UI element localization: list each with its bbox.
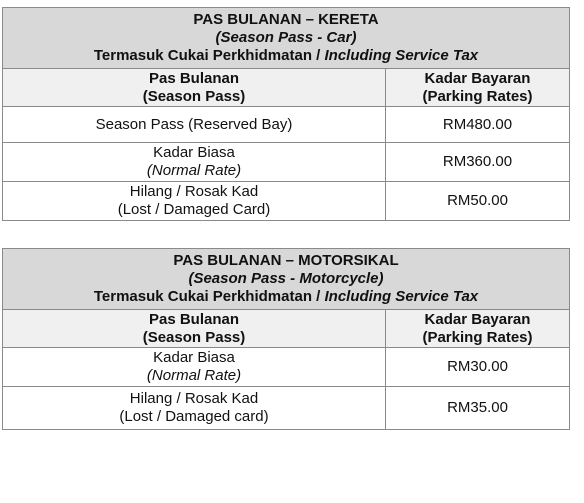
motorcycle-row-label-en: (Lost / Damaged card)	[119, 408, 269, 425]
car-header-parking-rates	[386, 69, 570, 107]
car-row-label-ms: Hilang / Rosak Kad	[129, 183, 259, 200]
motorcycle-row-rate: RM35.00	[386, 387, 570, 430]
car-header-season-pass	[3, 69, 386, 107]
motorcycle-header-row	[3, 310, 570, 348]
car-subtitle: (Season Pass - Car)	[215, 29, 357, 46]
table-row	[3, 143, 570, 182]
car-row-label-ms: Season Pass (Reserved Bay)	[95, 115, 293, 133]
car-header-col2-ms: Kadar Bayaran	[424, 69, 531, 87]
car-row-rate: RM360.00	[386, 143, 570, 182]
motorcycle-season-pass-table	[2, 248, 570, 430]
motorcycle-row-label	[3, 348, 386, 387]
motorcycle-title-row	[3, 249, 570, 310]
table-row	[3, 387, 570, 430]
table-row	[3, 182, 570, 221]
car-row-label	[3, 143, 386, 182]
car-season-pass-table	[2, 7, 570, 221]
car-row-label	[3, 107, 386, 143]
motorcycle-header-parking-rates	[386, 310, 570, 348]
table-row	[3, 348, 570, 387]
motorcycle-header-season-pass	[3, 310, 386, 348]
car-row-label-en: (Lost / Damaged Card)	[117, 201, 271, 218]
motorcycle-title-cell	[3, 249, 570, 310]
motorcycle-tax-note-ms: Termasuk Cukai Perkhidmatan /	[93, 288, 325, 305]
car-header-row	[3, 69, 570, 107]
car-tax-note-en: Including Service Tax	[324, 47, 479, 64]
car-header-col1-en: (Season Pass)	[142, 87, 246, 105]
motorcycle-header-col1-ms: Pas Bulanan	[148, 310, 240, 328]
motorcycle-row-rate: RM30.00	[386, 348, 570, 387]
motorcycle-row-label-en: (Normal Rate)	[146, 367, 242, 384]
car-title-cell	[3, 8, 570, 69]
motorcycle-row-label-ms: Kadar Biasa	[153, 349, 235, 366]
car-tax-note-ms: Termasuk Cukai Perkhidmatan /	[93, 47, 325, 64]
car-row-rate: RM50.00	[386, 182, 570, 221]
car-title: PAS BULANAN – KERETA	[193, 11, 379, 28]
motorcycle-tax-note	[7, 288, 565, 306]
car-tax-note	[7, 47, 565, 65]
car-row-label-ms: Kadar Biasa	[153, 144, 235, 161]
motorcycle-row-label	[3, 387, 386, 430]
car-row-label	[3, 182, 386, 221]
car-header-col2-en: (Parking Rates)	[422, 87, 533, 105]
motorcycle-subtitle: (Season Pass - Motorcycle)	[188, 270, 384, 287]
table-row	[3, 107, 570, 143]
car-header-col1-ms: Pas Bulanan	[148, 69, 240, 87]
motorcycle-header-col1-en: (Season Pass)	[142, 328, 246, 346]
motorcycle-header-col2-ms: Kadar Bayaran	[424, 310, 531, 328]
car-title-row	[3, 8, 570, 69]
motorcycle-title: PAS BULANAN – MOTORSIKAL	[173, 252, 399, 269]
car-row-label-en: (Normal Rate)	[146, 162, 242, 179]
car-row-rate: RM480.00	[386, 107, 570, 143]
motorcycle-header-col2-en: (Parking Rates)	[422, 328, 533, 346]
motorcycle-row-label-ms: Hilang / Rosak Kad	[129, 390, 259, 407]
motorcycle-tax-note-en: Including Service Tax	[324, 288, 479, 305]
